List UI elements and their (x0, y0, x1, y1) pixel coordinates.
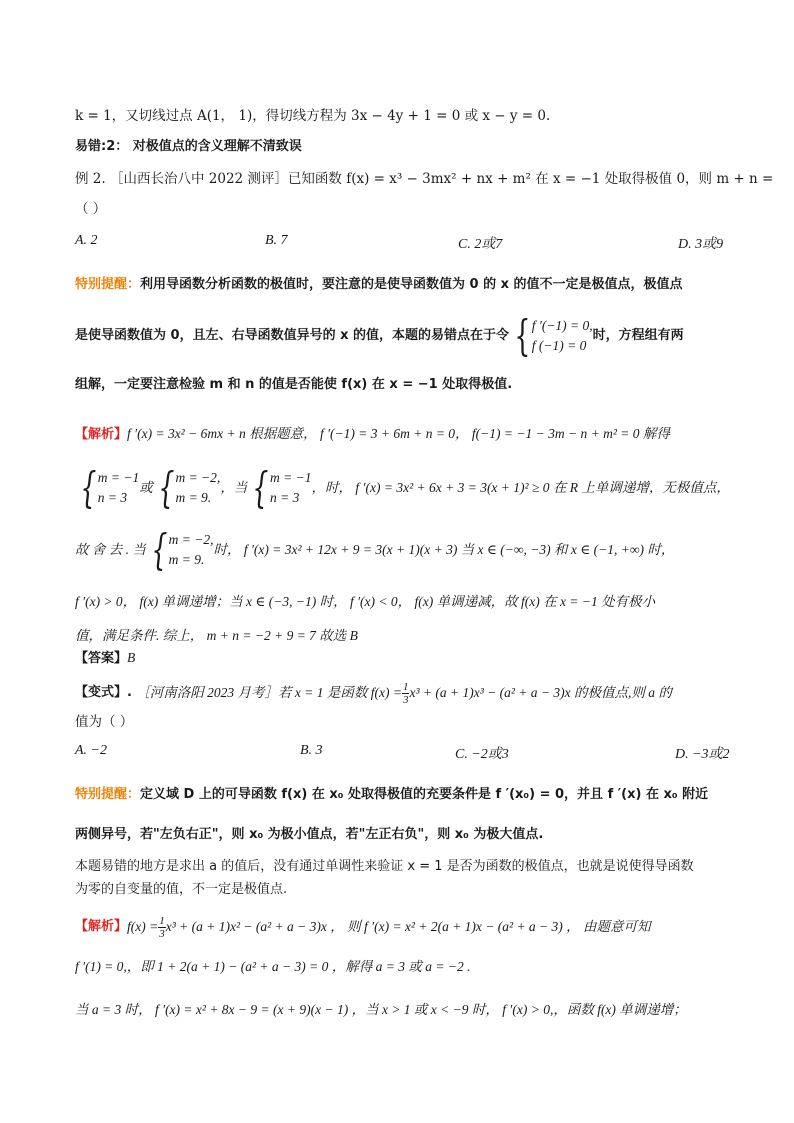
solution-2-line-1: 【解析】 f(x) = $\frac{1}{3}$ x³ + (a + 1)x² − (a² + a − 3)x ， 则 f ′(x) = x² + 2(a + 1)x − (a² + a − 3) ， 由题意可知 (75, 914, 651, 940)
tip-2-line-2: 两侧异号，若"左负右正"，则 x₀ 为极小值点，若"左正右负"，则 x₀ 为极大值点. (75, 827, 544, 842)
options-example-2 (75, 233, 775, 253)
equation-system: { f ′(−1) = 0, f (−1) = 0 (514, 311, 593, 360)
solution-1-line-5: 值，满足条件. 综上， m + n = −2 + 9 = 7 故选 B (75, 628, 358, 643)
option-d: D. 3或9 (678, 237, 724, 252)
solution-label: 【解析】 (75, 427, 128, 442)
solution-1-line-1: 【解析】f ′(x) = 3x² − 6mx + n 根据题意， f ′(−1) = 3 + 6m + n = 0， f(−1) = −1 − 3m − n + m² = 0 解得 (75, 426, 670, 442)
option-c: C. −2或3 (455, 747, 509, 762)
mistake-heading: 易错:2： 对极值点的含义理解不清致误 (75, 139, 302, 154)
solution-1-line-3: 故 舍 去 . 当 { m = −2, m = 9. 时， f ′(x) = 3x² + 12x + 9 = 3(x + 1)(x + 3) 当 x ∈ (−∞, −3) 和 x ∈ (−1, +∞) 时， (75, 525, 675, 574)
variant-question-end: 值为（ ） (75, 714, 134, 730)
tip-label: 特别提醒： (75, 277, 141, 292)
note-line-1: 本题易错的地方是求出 a 的值后，没有通过单调性来验证 x = 1 是否为函数的极值点，也就是说使得导函数 (75, 859, 694, 874)
option-d: D. −3或2 (675, 747, 730, 762)
solution-1-line-2: { m = −1 n = 3 或 { m = −2, m = 9. ，当 { m = −1 n = 3 ，时， f ′(x) = 3x² + 6x + 3 = 3(x + 1)² ≥ 0 在 R 上单调递增，无极值点， (80, 463, 730, 512)
option-a: A. 2 (75, 233, 98, 248)
answer: 【答案】B (75, 650, 136, 666)
tip-1-line-2: 是使导函数值为 0，且左、右导函数值异号的 x 的值，本题的易错点在于令 { f ′(−1) = 0, f (−1) = 0 时，方程组有两 (75, 311, 684, 360)
tip-1-line-1: 特别提醒：利用导函数分析函数的极值时，要注意的是使导函数值为 0 的 x 的值不一定是极值点，极值点 (75, 277, 683, 292)
example-label: 例 2. (75, 171, 106, 187)
tip-2-line-1: 特别提醒：定义域 D 上的可导函数 f(x) 在 x₀ 处取得极值的充要条件是 f ′(x₀) = 0，并且 f ′(x) 在 x₀ 附近 (75, 787, 709, 802)
option-c: C. 2或7 (458, 237, 503, 252)
tip-1-line-3: 组解，一定要注意检验 m 和 n 的值是否能使 f(x) 在 x = −1 处取得极值. (75, 377, 513, 392)
solution-2-line-3: 当 a = 3 时， f ′(x) = x² + 8x − 9 = (x + 9)(x − 1) ，当 x > 1 或 x < −9 时， f ′(x) > 0,，函数 f(x) 单调递增； (75, 1002, 687, 1017)
solution-1-line-4: f ′(x) > 0， f(x) 单调递增；当 x ∈ (−3, −1) 时， f ′(x) < 0， f(x) 单调递减，故 f(x) 在 x = −1 处有极小 (75, 594, 656, 609)
option-b: B. 7 (265, 233, 288, 248)
example-2: 例 2. ［山西长治八中 2022 测评］已知函数 f(x) = x³ − 3mx² + nx + m² 在 x = −1 处取得极值 0，则 m + n = (75, 171, 774, 187)
option-b: B. 3 (300, 743, 323, 758)
note-line-2: 为零的自变量的值，不一定是极值点. (75, 882, 288, 897)
prev-solution-end: k = 1，又切线过点 A(1， 1)，得切线方程为 3x − 4y + 1 = 0 或 x − y = 0. (75, 108, 551, 124)
option-a: A. −2 (75, 743, 107, 758)
options-variant (75, 743, 775, 763)
example-2-paren: （ ） (75, 201, 107, 217)
solution-2-line-2: f ′(1) = 0,，即 1 + 2(a + 1) − (a² + a − 3) = 0 ，解得 a = 3 或 a = −2 . (75, 959, 471, 974)
variant-question: 【变式】. ［河南洛阳 2023 月考］若 x = 1 是函数 f(x) = $\frac{1}{3}$ x³ + (a + 1)x³ − (a² + a − 3)x 的极值点,则 a 的 (75, 680, 672, 706)
